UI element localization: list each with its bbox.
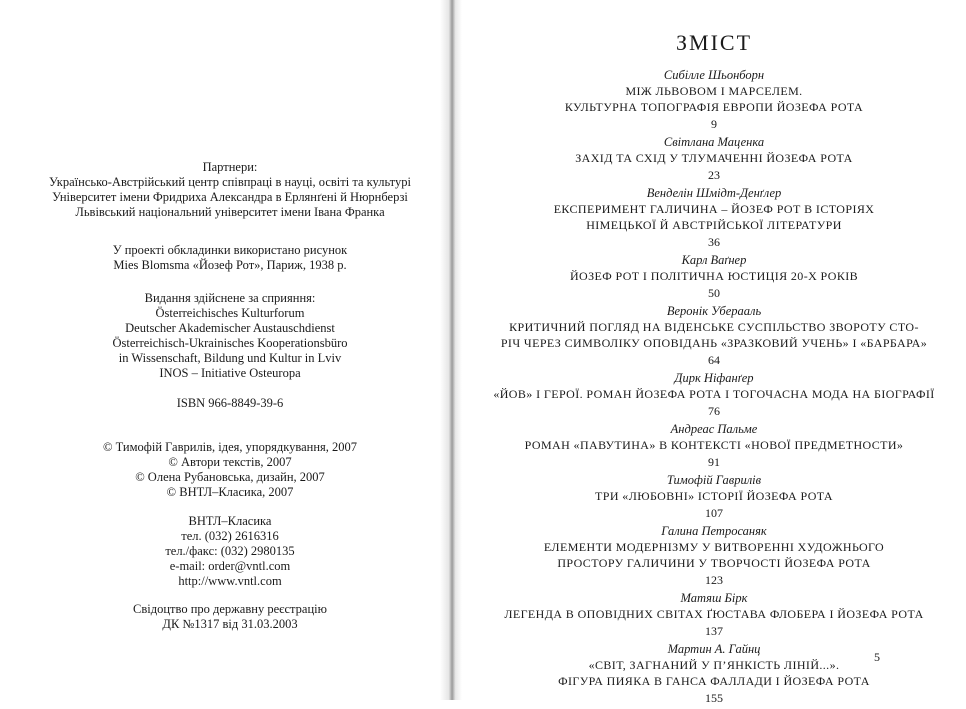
toc-author: Матяш Бірк: [680, 591, 748, 605]
copyright-line: © Автори текстів, 2007: [168, 455, 292, 469]
toc-title-line: ПРОСТОРУ ГАЛИЧИНИ У ТВОРЧОСТІ ЙОЗЕФА РОТА: [557, 556, 871, 570]
support-line: in Wissenschaft, Bildung und Kultur in Lviv: [118, 351, 342, 365]
toc-entry: [462, 68, 966, 134]
toc-author: Карл Ваґнер: [681, 253, 747, 267]
cover-credit-line: У проекті обкладинки використано рисунок: [112, 243, 348, 257]
publisher-fax: тел./факс: (032) 2980135: [165, 544, 295, 558]
support-block: [40, 291, 420, 381]
page-number: 5: [874, 650, 880, 664]
support-line: Deutscher Akademischer Austauschdienst: [125, 321, 335, 335]
publisher-phone: тел. (032) 2616316: [181, 529, 279, 543]
toc-entry: [462, 591, 966, 641]
support-line: INOS – Initiative Osteuropa: [159, 366, 301, 380]
toc-page-number: 137: [705, 624, 723, 638]
copyright-block: [40, 440, 420, 500]
toc-page-number: 9: [711, 117, 717, 131]
toc-title-line: КРИТИЧНИЙ ПОГЛЯД НА ВІДЕНСЬКЕ СУСПІЛЬСТВО ЗВОРОТУ СТО-: [509, 320, 919, 334]
toc-author: Сибілле Шьонборн: [663, 68, 765, 82]
isbn-block: [40, 396, 420, 411]
toc-page-number: 50: [708, 286, 720, 300]
toc-title-line: РІЧ ЧЕРЕЗ СИМВОЛІКУ ОПОВІДАНЬ «ЗРАЗКОВИЙ УЧЕНЬ» І «БАРБАРА»: [500, 336, 928, 350]
toc-page-number: 123: [705, 573, 723, 587]
table-of-contents: [462, 68, 966, 709]
toc-page-number: 155: [705, 691, 723, 705]
toc-entry: [462, 253, 966, 303]
toc-entry: [462, 473, 966, 523]
publisher-email: e-mail: order@vntl.com: [169, 559, 291, 573]
toc-title-line: НІМЕЦЬКОЇ Й АВСТРІЙСЬКОЇ ЛІТЕРАТУРИ: [586, 218, 842, 232]
toc-entry: [462, 304, 966, 370]
toc-title-line: КУЛЬТУРНА ТОПОГРАФІЯ ЕВРОПИ ЙОЗЕФА РОТА: [564, 100, 864, 114]
toc-page-number: 91: [708, 455, 720, 469]
toc-author: Андреас Пальме: [670, 422, 758, 436]
registration-block: [40, 602, 420, 632]
toc-title-line: «СВІТ, ЗАГНАНИЙ У П’ЯНКІСТЬ ЛІНІЙ...».: [588, 658, 840, 672]
toc-entry: [462, 186, 966, 252]
toc-title-line: ФІГУРА ПИЯКА В ГАНСА ФАЛЛАДИ І ЙОЗЕФА РОТА: [558, 674, 870, 688]
toc-author: Венделін Шмідт-Денґлер: [646, 186, 782, 200]
toc-title-line: ЗАХІД ТА СХІД У ТЛУМАЧЕННІ ЙОЗЕФА РОТА: [575, 151, 853, 165]
toc-author: Веронік Уберааль: [666, 304, 762, 318]
toc-title-line: ЛЕГЕНДА В ОПОВІДНИХ СВІТАХ ҐЮСТАВА ФЛОБЕРА І ЙОЗЕФА РОТА: [504, 607, 924, 621]
isbn: ISBN 966-8849-39-6: [176, 396, 284, 410]
support-heading: Видання здійснене за сприяння:: [144, 291, 316, 305]
copyright-line: © Тимофій Гаврилів, ідея, упорядкування, 2007: [102, 440, 358, 454]
toc-title-line: МІЖ ЛЬВОВОМ І МАРСЕЛЕМ.: [625, 84, 803, 98]
toc-title: ЗМІСТ: [675, 30, 753, 55]
copyright-line: © Олена Рубановська, дизайн, 2007: [135, 470, 325, 484]
registration-line: ДК №1317 від 31.03.2003: [162, 617, 298, 631]
toc-title-line: «ЙОВ» І ГЕРОЇ. РОМАН ЙОЗЕФА РОТА І ТОГОЧАСНА МОДА НА БІОГРАФІЇ: [493, 387, 935, 401]
toc-page-number: 107: [705, 506, 723, 520]
toc-page-number: 36: [708, 235, 720, 249]
partners-block: [40, 160, 420, 220]
partner-line: Університет імени Фридриха Александра в Ерлянґені й Нюрнберзі: [52, 190, 408, 204]
support-line: Österreichisches Kulturforum: [155, 306, 305, 320]
toc-entry: [462, 135, 966, 185]
toc-entry: [462, 524, 966, 590]
partner-line: Українсько-Австрійський центр співпраці в науці, освіті та культурі: [49, 175, 411, 189]
registration-line: Свідоцтво про державну реєстрацію: [133, 602, 327, 616]
toc-title-line: ЕЛЕМЕНТИ МОДЕРНІЗМУ У ВИТВОРЕННІ ХУДОЖНЬОГО: [543, 540, 885, 554]
partners-heading: Партнери:: [202, 160, 258, 174]
left-page: [0, 0, 452, 700]
publisher-block: [40, 514, 420, 589]
toc-page-number: 23: [708, 168, 720, 182]
support-line: Österreichisch-Ukrainisches Kooperationsbüro: [112, 336, 348, 350]
toc-title-line: ТРИ «ЛЮБОВНІ» ІСТОРІЇ ЙОЗЕФА РОТА: [595, 489, 833, 503]
book-gutter: [440, 0, 462, 700]
toc-author: Галина Петросаняк: [661, 524, 767, 538]
right-page: [462, 0, 966, 705]
toc-title-line: ЕКСПЕРИМЕНТ ГАЛИЧИНА – ЙОЗЕФ РОТ В ІСТОРІЯХ: [553, 202, 875, 216]
toc-title-line: ЙОЗЕФ РОТ І ПОЛІТИЧНА ЮСТИЦІЯ 20-Х РОКІВ: [569, 269, 859, 283]
publisher-name: ВНТЛ–Класика: [188, 514, 272, 528]
toc-entry: [462, 371, 966, 421]
copyright-line: © ВНТЛ–Класика, 2007: [166, 485, 294, 499]
toc-author: Дирк Ніфанґер: [674, 371, 754, 385]
publisher-website: http://www.vntl.com: [178, 574, 282, 588]
cover-credit-block: [40, 243, 420, 273]
partner-line: Львівський національний університет імени Івана Франка: [75, 205, 385, 219]
cover-credit-line: Mies Blomsma «Йозеф Рот», Париж, 1938 р.: [113, 258, 347, 272]
toc-entry: [462, 642, 966, 708]
toc-title-line: РОМАН «ПАВУТИНА» В КОНТЕКСТІ «НОВОЇ ПРЕДМЕТНОСТИ»: [524, 438, 904, 452]
toc-author: Світлана Маценка: [663, 135, 765, 149]
toc-author: Тимофій Гаврилів: [666, 473, 762, 487]
toc-page-number: 76: [708, 404, 720, 418]
toc-page-number: 64: [708, 353, 720, 367]
toc-entry: [462, 422, 966, 472]
toc-author: Мартин А. Гайнц: [667, 642, 761, 656]
